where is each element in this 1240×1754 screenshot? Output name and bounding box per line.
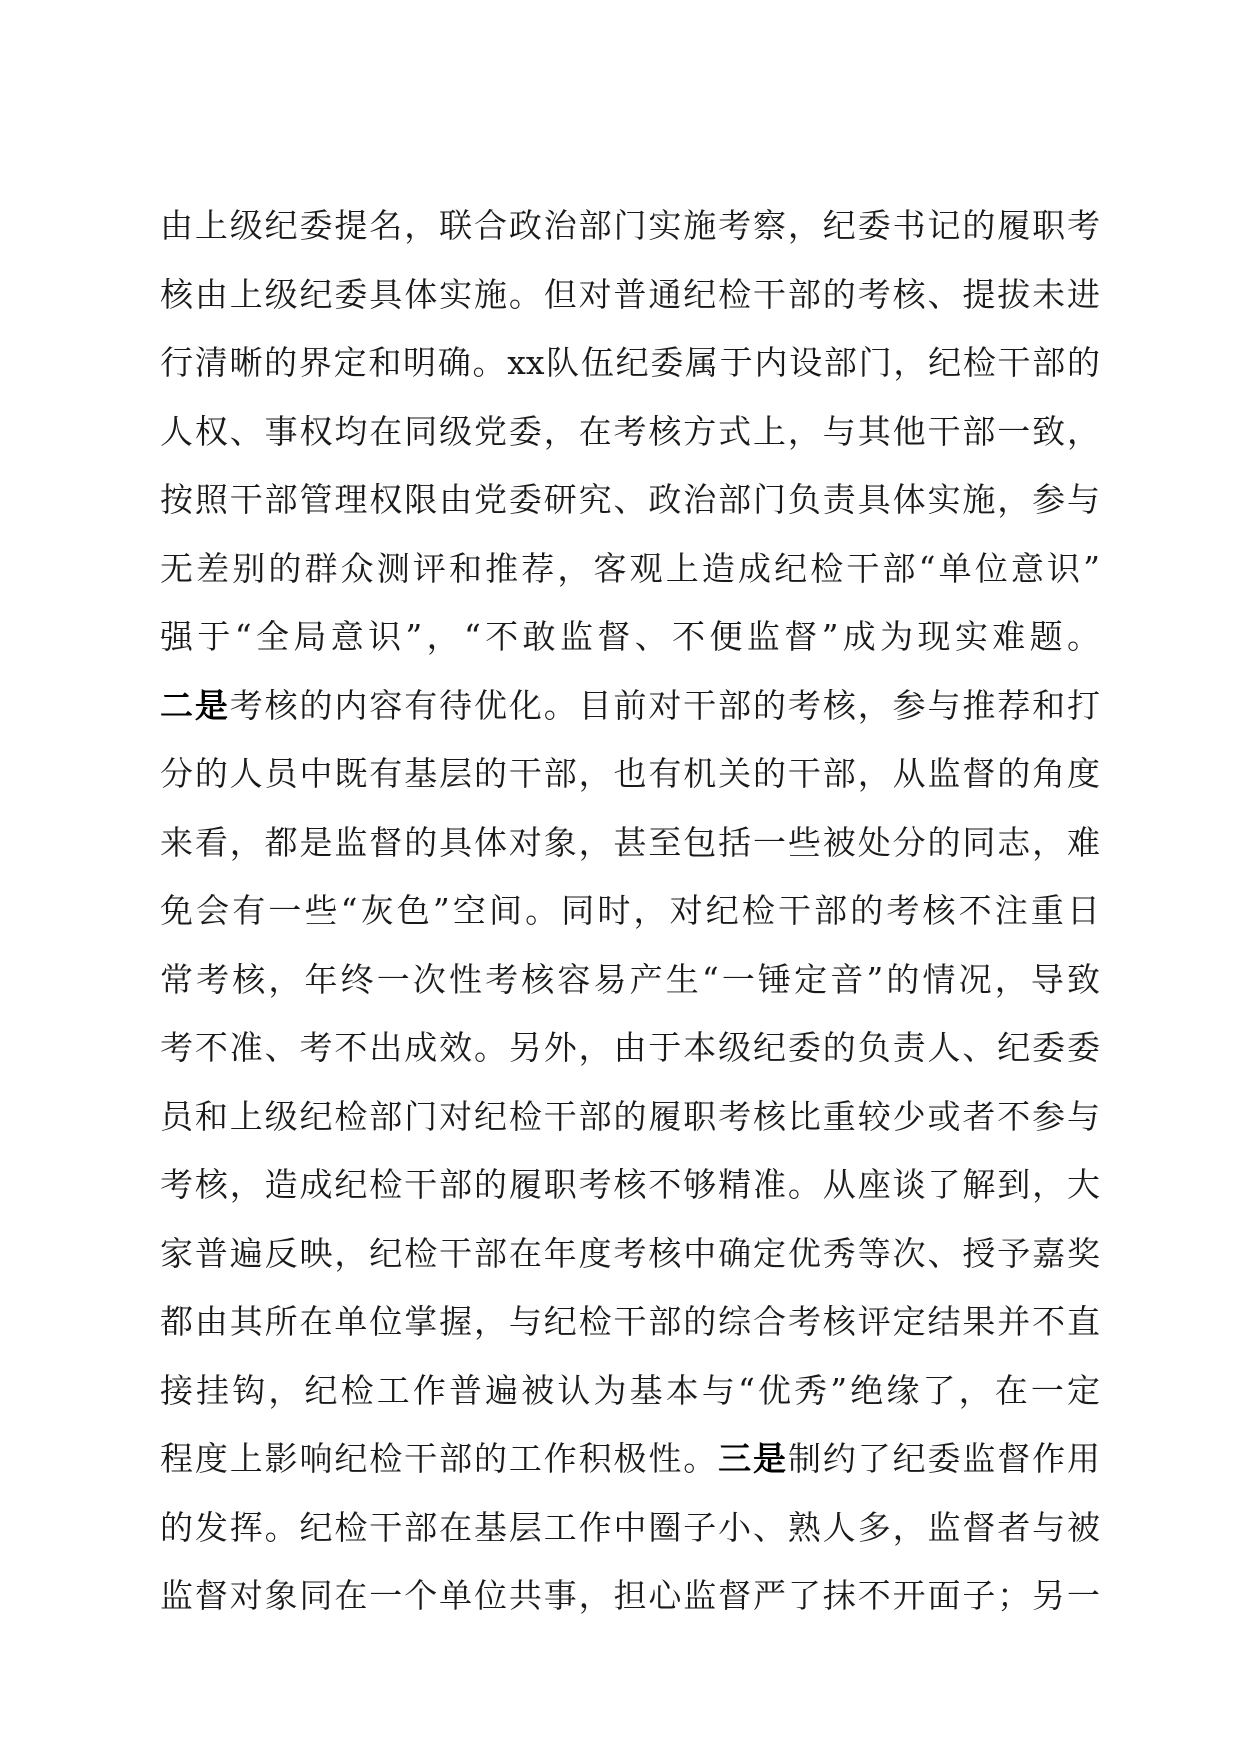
text-line <box>160 1014 1100 1083</box>
text-segment: 按照干部管理权限由党委研究、政治部门负责具体实施，参与 <box>160 480 1100 519</box>
text-line <box>160 192 1100 261</box>
text-line <box>160 1220 1100 1289</box>
text-segment: 监督对象同在一个单位共事，担心监督严了抹不开面子；另一 <box>160 1576 1100 1615</box>
text-segment: 分的人员中既有基层的干部，也有机关的干部，从监督的角度 <box>160 754 1100 793</box>
text-line <box>160 535 1100 604</box>
text-line <box>160 1494 1100 1563</box>
text-segment: 考核，造成纪检干部的履职考核不够精准。从座谈了解到，大 <box>160 1165 1100 1204</box>
text-line <box>160 1357 1100 1426</box>
text-line <box>160 672 1100 741</box>
text-line <box>160 809 1100 878</box>
bold-lead-text: 二是 <box>160 685 230 725</box>
text-segment: 的发挥。纪检干部在基层工作中圈子小、熟人多，监督者与被 <box>160 1507 1100 1547</box>
text-segment: 接挂钩，纪检工作普遍被认为基本与“优秀”绝缘了，在一定 <box>160 1370 1100 1410</box>
text-line <box>160 466 1100 535</box>
text-segment: 考不准、考不出成效。另外，由于本级纪委的负责人、纪委委 <box>160 1028 1100 1067</box>
text-line <box>160 1425 1100 1494</box>
text-line <box>160 329 1100 398</box>
text-segment: 无差别的群众测评和推荐，客观上造成纪检干部“单位意识” <box>160 548 1100 588</box>
text-line <box>160 398 1100 467</box>
text-segment: 都由其所在单位掌握，与纪检干部的综合考核评定结果并不直 <box>160 1302 1100 1341</box>
text-segment: 强于“全局意识”，“不敢监督、不便监督”成为现实难题。 <box>160 617 1100 656</box>
text-segment: 程度上影响纪检干部的工作积极性。 <box>160 1439 719 1478</box>
text-line <box>160 1288 1100 1357</box>
text-segment: 员和上级纪检部门对纪检干部的履职考核比重较少或者不参与 <box>160 1096 1100 1136</box>
bold-lead-text: 三是 <box>718 1439 788 1478</box>
text-line <box>160 1151 1100 1220</box>
body-text <box>160 192 1100 1631</box>
text-line <box>160 946 1100 1015</box>
text-line <box>160 740 1100 809</box>
text-segment: 来看，都是监督的具体对象，甚至包括一些被处分的同志，难 <box>160 822 1100 862</box>
text-segment: 核由上级纪委具体实施。但对普通纪检干部的考核、提拔未进 <box>160 274 1100 314</box>
text-line <box>160 1562 1100 1631</box>
text-segment: 制约了纪委监督作用 <box>787 1439 1101 1478</box>
text-segment: 行清晰的界定和明确。xx队伍纪委属于内设部门，纪检干部的 <box>160 343 1100 382</box>
text-segment: 人权、事权均在同级党委，在考核方式上，与其他干部一致， <box>160 411 1100 451</box>
text-segment: 考核的内容有待优化。目前对干部的考核，参与推荐和打 <box>229 685 1101 725</box>
text-line <box>160 261 1100 330</box>
text-line <box>160 1083 1100 1152</box>
text-line <box>160 877 1100 946</box>
text-segment: 家普遍反映，纪检干部在年度考核中确定优秀等次、授予嘉奖 <box>160 1233 1100 1273</box>
text-segment: 由上级纪委提名，联合政治部门实施考察，纪委书记的履职考 <box>160 206 1100 245</box>
text-line <box>160 603 1100 672</box>
text-segment: 常考核，年终一次性考核容易产生“一锤定音”的情况，导致 <box>160 959 1100 999</box>
text-segment: 免会有一些“灰色”空间。同时，对纪检干部的考核不注重日 <box>160 891 1100 930</box>
